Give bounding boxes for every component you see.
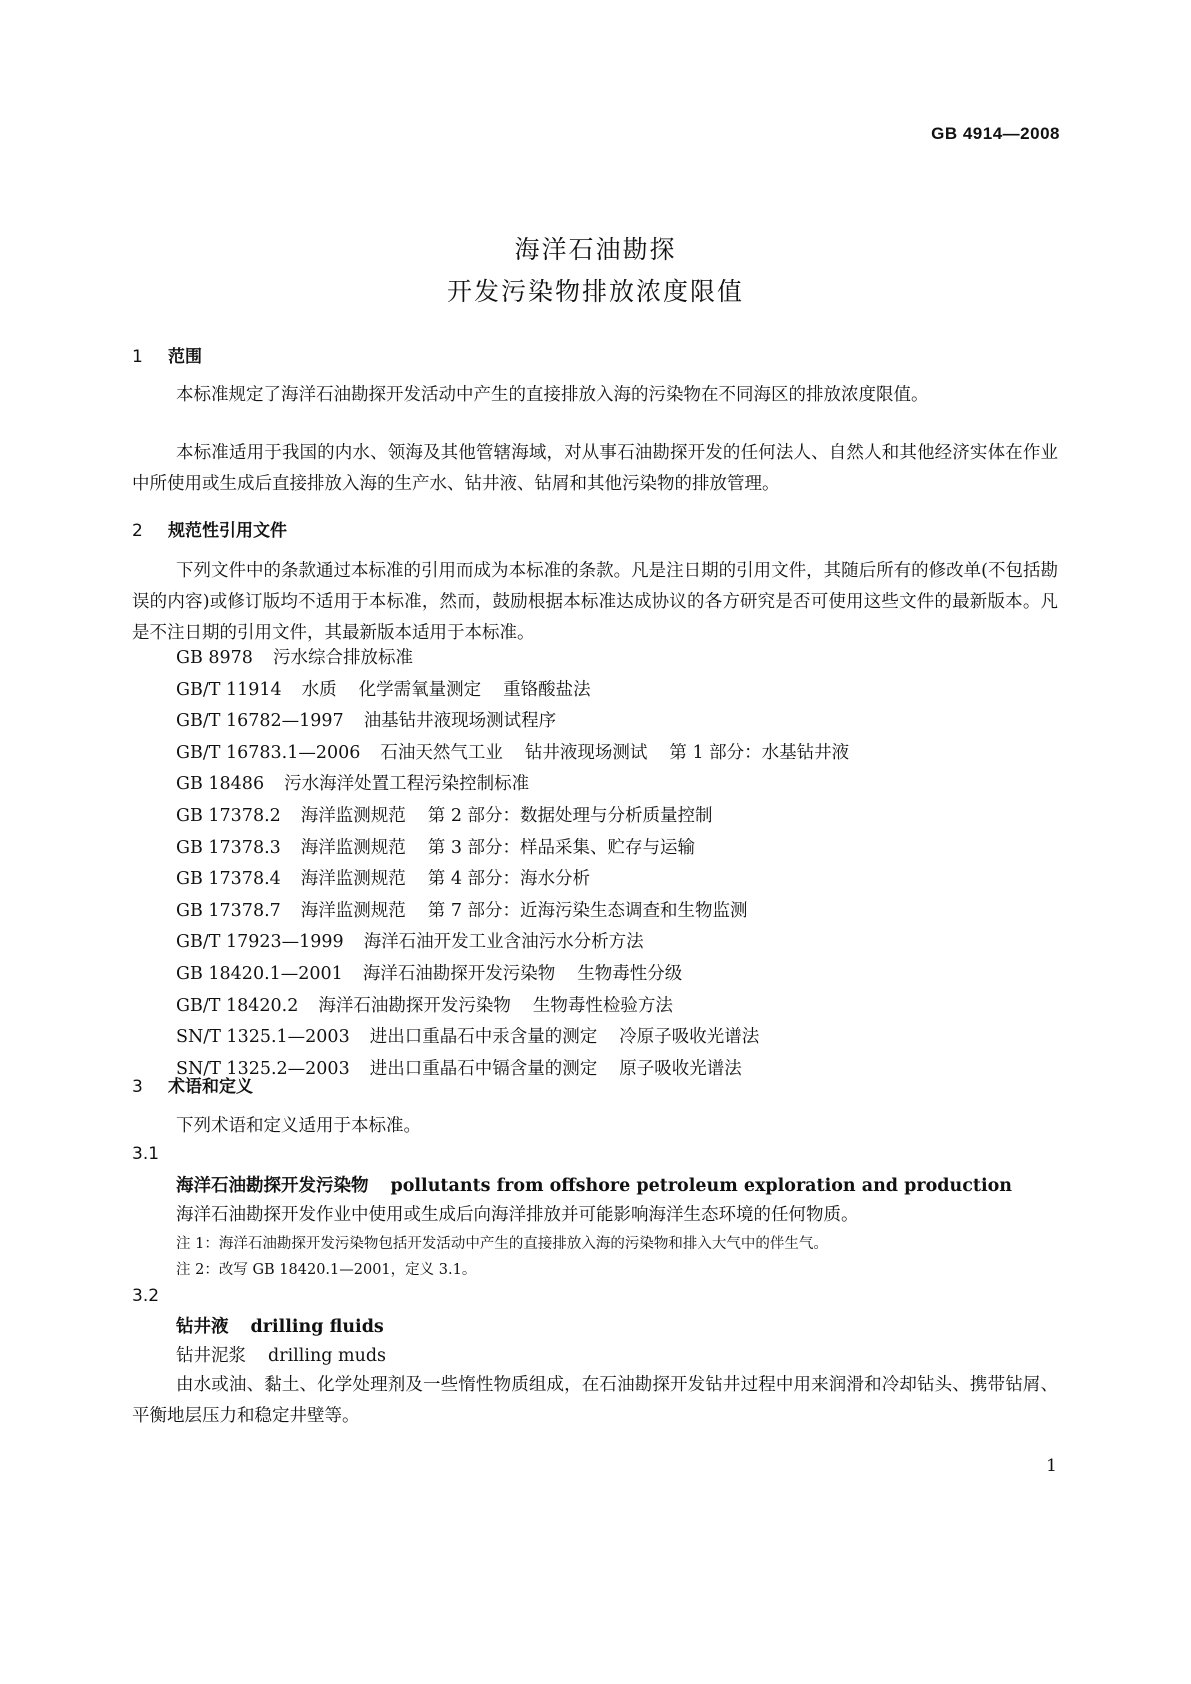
reference-item — [176, 896, 849, 928]
reference-title: 海洋监测规范 — [300, 805, 406, 826]
reference-item — [176, 675, 849, 707]
term-3-1-note-2: 注 2：改写 GB 18420.1—2001，定义 3.1。 — [176, 1262, 477, 1278]
reference-item — [176, 959, 849, 991]
section-3-heading — [132, 1072, 253, 1097]
reference-code: GB/T 16782—1997 — [176, 711, 344, 732]
section-3-intro: 下列术语和定义适用于本标准。 — [176, 1116, 421, 1136]
standard-code: GB 4914—2008 — [931, 124, 1060, 143]
reference-title-part: 生物毒性检验方法 — [532, 995, 673, 1016]
reference-title-part: 原子吸收光谱法 — [619, 1058, 742, 1079]
reference-item — [176, 643, 849, 675]
reference-code: GB 18420.1—2001 — [176, 963, 343, 984]
reference-title: 污水海洋处置工程污染控制标准 — [284, 774, 530, 795]
section-2-heading — [132, 516, 287, 541]
reference-title: 油基钻井液现场测试程序 — [363, 711, 557, 732]
term-3-2-heading — [176, 1313, 384, 1338]
reference-title: 海洋监测规范 — [300, 869, 406, 890]
reference-title: 石油天然气工业 — [380, 742, 503, 763]
reference-title-part: 第 2 部分：数据处理与分析质量控制 — [427, 805, 713, 826]
reference-title-part: 化学需氧量测定 — [358, 679, 482, 700]
clause-3-2-number: 3.2 — [132, 1286, 160, 1306]
section-1-paragraph-1: 本标准规定了海洋石油勘探开发活动中产生的直接排放入海的污染物在不同海区的排放浓度限值。 — [176, 385, 929, 405]
reference-code: GB/T 16783.1—2006 — [176, 742, 361, 763]
section-number: 1 — [132, 347, 143, 367]
reference-item — [176, 1022, 849, 1054]
reference-item — [176, 864, 849, 896]
section-title: 术语和定义 — [168, 1077, 253, 1097]
reference-code: GB 8978 — [176, 648, 253, 668]
reference-title: 进出口重晶石中镉含量的测定 — [369, 1058, 598, 1079]
reference-code: GB/T 18420.2 — [176, 995, 299, 1016]
reference-code: GB 17378.2 — [176, 805, 281, 826]
section-2-intro: 下列文件中的条款通过本标准的引用而成为本标准的条款。凡是注日期的引用文件，其随后所有的修改单(不包括勘误的内容)或修订版均不适用于本标准，然而，鼓励根据本标准达成协议的各方研究是否可使用这些文件的最新版本。凡是不注日期的引用文件，其最新版本适用于本标准。 — [132, 561, 1058, 643]
reference-code: GB 17378.7 — [176, 900, 281, 921]
reference-code: GB 18486 — [176, 774, 265, 795]
normative-references-list — [176, 643, 849, 1085]
term-3-1-note-1: 注 1：海洋石油勘探开发污染物包括开发活动中产生的直接排放入海的污染物和排入大气中的伴生气。 — [176, 1236, 828, 1252]
reference-code: SN/T 1325.1—2003 — [176, 1027, 350, 1048]
reference-title-part: 第 1 部分：水基钻井液 — [669, 742, 850, 763]
term-english: pollutants from offshore petroleum exploration and production — [390, 1176, 1012, 1196]
reference-title: 污水综合排放标准 — [272, 648, 413, 668]
reference-title: 水质 — [301, 679, 337, 700]
reference-title: 海洋石油开发工业含油污水分析方法 — [363, 932, 644, 953]
reference-title-part: 第 7 部分：近海污染生态调查和生物监测 — [427, 900, 748, 921]
reference-title-part: 第 3 部分：样品采集、贮存与运输 — [427, 837, 696, 858]
admitted-term-chinese: 钻井泥浆 — [176, 1346, 246, 1366]
term-chinese: 钻井液 — [176, 1317, 229, 1337]
reference-title: 海洋监测规范 — [300, 837, 406, 858]
term-3-2-admitted-term — [176, 1342, 386, 1367]
term-english: drilling fluids — [250, 1317, 384, 1337]
reference-item — [176, 738, 849, 770]
section-title: 范围 — [168, 347, 202, 367]
clause-3-1-number: 3.1 — [132, 1144, 160, 1164]
reference-title: 海洋监测规范 — [300, 900, 406, 921]
section-title: 规范性引用文件 — [168, 521, 287, 541]
reference-item — [176, 927, 849, 959]
reference-title: 海洋石油勘探开发污染物 — [318, 995, 511, 1016]
reference-code: GB/T 11914 — [176, 679, 282, 700]
page-number: 1 — [1046, 1456, 1057, 1476]
term-3-1-definition: 海洋石油勘探开发作业中使用或生成后向海洋排放并可能影响海洋生态环境的任何物质。 — [176, 1205, 859, 1225]
reference-title-part: 生物毒性分级 — [577, 963, 683, 984]
term-chinese: 海洋石油勘探开发污染物 — [176, 1176, 369, 1196]
reference-title-part: 钻井液现场测试 — [524, 742, 648, 763]
reference-item — [176, 991, 849, 1023]
reference-item — [176, 706, 849, 738]
section-number: 2 — [132, 521, 143, 541]
section-1-heading — [132, 342, 202, 367]
reference-item — [176, 769, 849, 801]
reference-title: 进出口重晶石中汞含量的测定 — [369, 1027, 598, 1048]
reference-title-part: 第 4 部分：海水分析 — [427, 869, 591, 890]
reference-title-part: 冷原子吸收光谱法 — [619, 1027, 760, 1048]
document-title-line2: 开发污染物排放浓度限值 — [446, 277, 744, 306]
term-3-1-heading — [176, 1172, 1012, 1197]
reference-code: GB 17378.4 — [176, 869, 281, 890]
reference-item — [176, 801, 849, 833]
term-3-2-definition: 由水或油、黏土、化学处理剂及一些惰性物质组成，在石油勘探开发钻井过程中用来润滑和冷却钻头、携带钻屑、平衡地层压力和稳定井壁等。 — [132, 1375, 1058, 1426]
reference-item — [176, 833, 849, 865]
reference-title: 海洋石油勘探开发污染物 — [362, 963, 556, 984]
reference-code: GB/T 17923—1999 — [176, 932, 344, 953]
reference-code: SN/T 1325.2—2003 — [176, 1058, 350, 1079]
section-number: 3 — [132, 1077, 143, 1097]
reference-code: GB 17378.3 — [176, 837, 281, 858]
section-1-paragraph-2: 本标准适用于我国的内水、领海及其他管辖海域，对从事石油勘探开发的任何法人、自然人和其他经济实体在作业中所使用或生成后直接排放入海的生产水、钻井液、钻屑和其他污染物的排放管理。 — [132, 443, 1058, 494]
reference-item — [176, 1054, 849, 1086]
document-title-line1: 海洋石油勘探 — [514, 235, 677, 264]
reference-title-part: 重铬酸盐法 — [503, 679, 591, 700]
admitted-term-english: drilling muds — [268, 1346, 387, 1366]
